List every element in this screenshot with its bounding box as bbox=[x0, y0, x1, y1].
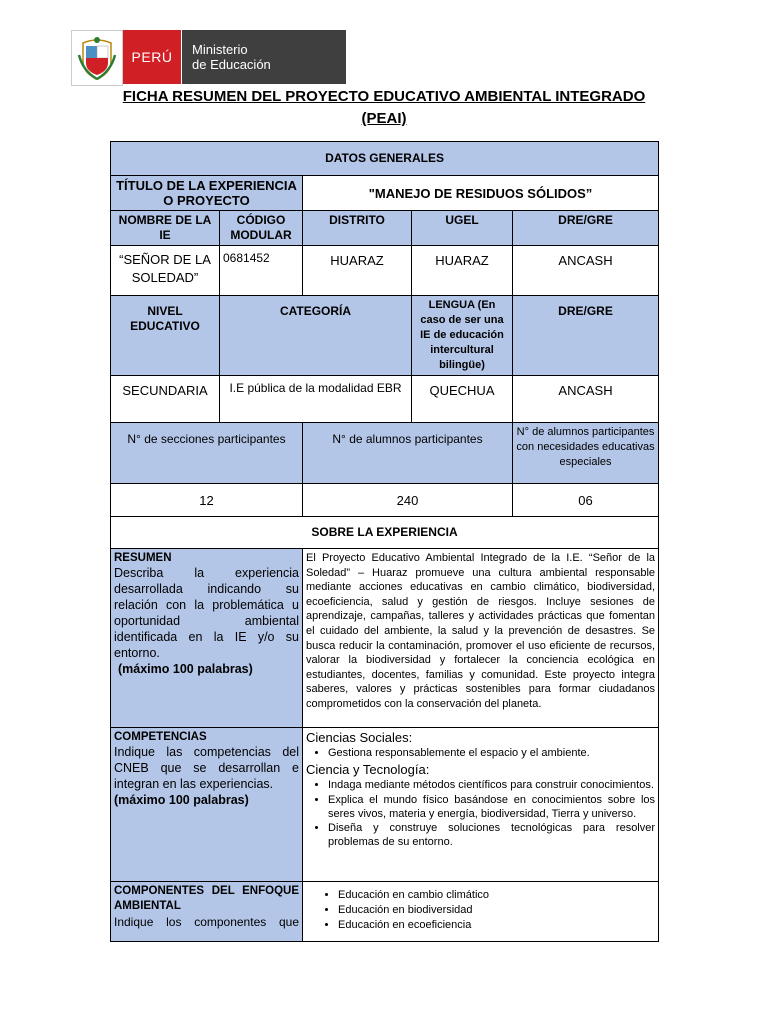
resumen-description: Describa la experiencia desarrollada indicando su relación con la problemática u oportunidad ambiental identificada en la IE y/o su entorno. bbox=[114, 566, 299, 660]
ciencias-sociales-heading: Ciencias Sociales: bbox=[306, 730, 413, 745]
document-title: FICHA RESUMEN DEL PROYECTO EDUCATIVO AMBIENTAL INTEGRADO (PEAI) bbox=[122, 88, 646, 127]
titulo-label: TÍTULO DE LA EXPERIENCIA O PROYECTO bbox=[111, 176, 303, 211]
header-alumnos-nee: N° de alumnos participantes con necesidades educativas especiales bbox=[513, 423, 659, 484]
competencias-limit: (máximo 100 palabras) bbox=[114, 793, 249, 807]
header-nombre-ie: NOMBRE DE LA IE bbox=[111, 211, 220, 246]
value-ugel: HUARAZ bbox=[412, 246, 513, 296]
sobre-experiencia-heading: SOBRE LA EXPERIENCIA bbox=[111, 517, 659, 549]
ciencia-tecnologia-heading: Ciencia y Tecnología: bbox=[306, 762, 430, 778]
header-nivel-educativo: NIVEL EDUCATIVO bbox=[111, 296, 220, 376]
list-item: • Explica el mundo físico basándose en conocimientos sobre los seres vivos, materia y energía, biodiversidad, Tierra y universo. bbox=[328, 793, 655, 822]
header-lengua: LENGUA (En caso de ser una IE de educación intercultural bilingüe) bbox=[412, 296, 513, 376]
logo-peru-text: PERÚ bbox=[123, 30, 181, 84]
value-distrito: HUARAZ bbox=[303, 246, 412, 296]
list-item: • Educación en ecoeficiencia bbox=[338, 918, 655, 933]
ficha-table bbox=[110, 141, 659, 942]
list-item: • Indaga mediante métodos científicos para construir conocimientos. bbox=[328, 778, 655, 792]
value-categoria: I.E pública de la modalidad EBR bbox=[220, 376, 412, 423]
header-ugel: UGEL bbox=[412, 211, 513, 246]
ciencia-tecnologia-list bbox=[306, 778, 655, 849]
logo-ministry-text bbox=[181, 30, 346, 84]
value-codigo-modular: 0681452 bbox=[220, 246, 303, 296]
value-alumnos-nee: 06 bbox=[513, 484, 659, 517]
value-nivel-educativo: SECUNDARIA bbox=[111, 376, 220, 423]
componentes-label-cell bbox=[111, 882, 303, 942]
value-secciones: 12 bbox=[111, 484, 303, 517]
componentes-content bbox=[303, 882, 659, 942]
header-distrito: DISTRITO bbox=[303, 211, 412, 246]
value-dre-gre: ANCASH bbox=[513, 246, 659, 296]
componentes-label: COMPONENTES DEL ENFOQUE AMBIENTAL bbox=[114, 885, 299, 912]
list-item: • Educación en cambio climático bbox=[338, 888, 655, 903]
header-dre-gre: DRE/GRE bbox=[513, 211, 659, 246]
value-nombre-ie: “SEÑOR DE LA SOLEDAD” bbox=[111, 246, 220, 296]
datos-generales-heading: DATOS GENERALES bbox=[111, 142, 659, 176]
competencias-description: Indique las competencias del CNEB que se desarrollan e integran en las experiencias. bbox=[114, 745, 299, 791]
componentes-list bbox=[306, 888, 655, 933]
resumen-text: El Proyecto Educativo Ambiental Integrado de la I.E. “Señor de la Soledad” – Huaraz promueve una cultura ambiental responsable mediante acciones educativas en cambio climático, biodiversidad, ecoeficiencia, salud y gestión de riesgos. Incluye sesiones de aprendizaje, campañas, talleres y actividades prácticas que fomentan el cuidado del ambiente, la salud y la prevención de desastres. Se busca reducir la contaminación, promover el uso eficiente de recursos, valorar la biodiversidad y fortalecer la conciencia ecológica en estudiantes, docentes, familias y comunidad. Este proyecto integra saberes, valores y prácticas sostenibles para formar ciudadanos comprometidos con la conservación del planeta. bbox=[303, 549, 659, 728]
competencias-label: COMPETENCIAS bbox=[114, 731, 207, 743]
competencias-label-cell bbox=[111, 728, 303, 882]
logo-ministry-line1: Ministerio bbox=[192, 42, 248, 57]
list-item: • Educación en biodiversidad bbox=[338, 903, 655, 918]
resumen-label-cell bbox=[111, 549, 303, 728]
header-codigo-modular: CÓDIGO MODULAR bbox=[220, 211, 303, 246]
national-seal-icon bbox=[71, 30, 123, 86]
componentes-description: Indique los componentes que bbox=[114, 915, 299, 929]
list-item: • Gestiona responsablemente el espacio y el ambiente. bbox=[328, 746, 655, 760]
list-item: • Diseña y construye soluciones tecnológicas para resolver problemas de su entorno. bbox=[328, 821, 655, 850]
resumen-limit: (máximo 100 palabras) bbox=[118, 662, 253, 676]
competencias-content bbox=[303, 728, 659, 882]
value-dre-gre-2: ANCASH bbox=[513, 376, 659, 423]
header-categoria: CATEGORÍA bbox=[220, 296, 412, 376]
header-dre-gre-2: DRE/GRE bbox=[513, 296, 659, 376]
value-lengua: QUECHUA bbox=[412, 376, 513, 423]
titulo-value: "MANEJO DE RESIDUOS SÓLIDOS” bbox=[303, 176, 659, 211]
value-alumnos: 240 bbox=[303, 484, 513, 517]
minedu-logo bbox=[71, 30, 346, 84]
header-secciones: N° de secciones participantes bbox=[111, 423, 303, 484]
header-alumnos: N° de alumnos participantes bbox=[303, 423, 513, 484]
ciencias-sociales-list bbox=[306, 746, 655, 760]
logo-ministry-line2: de Educación bbox=[192, 57, 271, 72]
resumen-label: RESUMEN bbox=[114, 552, 172, 564]
